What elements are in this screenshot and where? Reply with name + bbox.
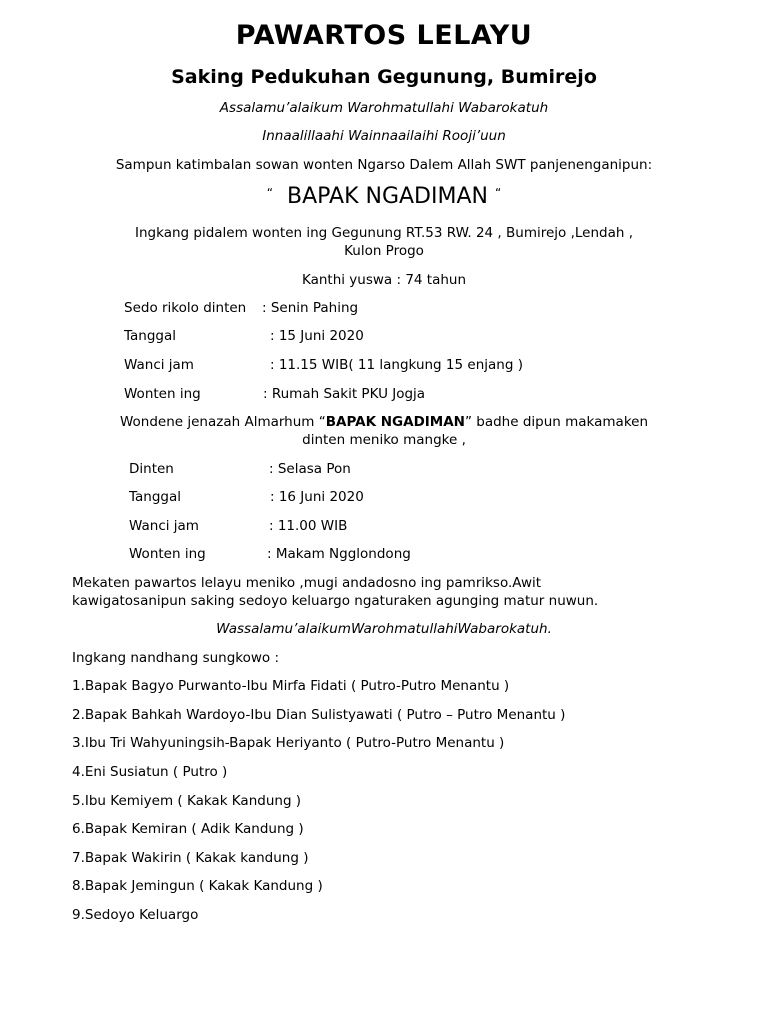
document-title: PAWARTOS LELAYU	[235, 20, 533, 51]
detail-value: : Senin Pahing	[262, 300, 359, 316]
detail-label: Tanggal	[129, 489, 182, 505]
list-item: 6.Bapak Kemiran ( Adik Kandung )	[72, 821, 304, 837]
istirja-line: Innaalillaahi Wainnaailaihi Rooji’uun	[262, 128, 506, 144]
detail-label: Tanggal	[124, 328, 177, 344]
burial-intro-line-1	[0, 414, 768, 430]
detail-value: : 11.15 WIB( 11 langkung 15 enjang )	[270, 357, 523, 373]
detail-label: Sedo rikolo dinten	[124, 300, 247, 316]
detail-value: : Selasa Pon	[269, 461, 351, 477]
list-item: 8.Bapak Jemingun ( Kakak Kandung )	[72, 878, 323, 894]
open-quote: “	[266, 186, 274, 200]
deceased-name-line	[0, 184, 768, 209]
burial-intro-name: BAPAK NGADIMAN	[325, 414, 465, 430]
intro-line: Sampun katimbalan sowan wonten Ngarso Dalem Allah SWT panjenenganipun:	[115, 157, 653, 173]
closing-line-1: Mekaten pawartos lelayu meniko ,mugi andadosno ing pamrikso.Awit	[72, 575, 542, 591]
detail-label: Wonten ing	[129, 546, 206, 562]
list-item: 1.Bapak Bagyo Purwanto-Ibu Mirfa Fidati ( Putro-Putro Menantu )	[72, 678, 510, 694]
detail-value: : Makam Ngglondong	[267, 546, 411, 562]
detail-label: Wanci jam	[129, 518, 199, 534]
list-item: 2.Bapak Bahkah Wardoyo-Ibu Dian Sulistyawati ( Putro – Putro Menantu )	[72, 707, 566, 723]
document-subtitle: Saking Pedukuhan Gegunung, Bumirejo	[171, 66, 597, 88]
detail-label: Wanci jam	[124, 357, 194, 373]
closing-paragraph	[72, 574, 692, 610]
burial-intro-post: ” badhe dipun makamaken	[464, 414, 649, 430]
list-item: 5.Ibu Kemiyem ( Kakak Kandung )	[72, 793, 302, 809]
closing-salam: Wassalamu’alaikumWarohmatullahiWabarokatuh.	[216, 621, 552, 637]
age-line: Kanthi yuswa : 74 tahun	[301, 272, 467, 288]
list-item: 7.Bapak Wakirin ( Kakak kandung )	[72, 850, 309, 866]
detail-value: : Rumah Sakit PKU Jogja	[263, 386, 426, 402]
detail-value: : 11.00 WIB	[269, 518, 348, 534]
detail-value: : 15 Juni 2020	[270, 328, 364, 344]
list-item: 4.Eni Susiatun ( Putro )	[72, 764, 228, 780]
opening-salam: Assalamu’alaikum Warohmatullahi Wabarokatuh	[219, 100, 549, 116]
deceased-name: BAPAK NGADIMAN	[287, 184, 488, 209]
detail-label: Wonten ing	[124, 386, 201, 402]
closing-line-2: kawigatosanipun saking sedoyo keluargo ngaturaken agunging matur nuwun.	[72, 593, 599, 609]
detail-value: : 16 Juni 2020	[270, 489, 364, 505]
close-quote: “	[494, 186, 502, 200]
list-item: 9.Sedoyo Keluargo	[72, 907, 199, 923]
address-line-1: Ingkang pidalem wonten ing Gegunung RT.53 RW. 24 , Bumirejo ,Lendah ,	[135, 225, 633, 241]
list-item: 3.Ibu Tri Wahyuningsih-Bapak Heriyanto ( Putro-Putro Menantu )	[72, 735, 505, 751]
burial-intro-pre: Wondene jenazah Almarhum “	[119, 414, 326, 430]
mourners-heading: Ingkang nandhang sungkowo :	[72, 650, 280, 666]
address-line-2: Kulon Progo	[344, 243, 424, 259]
burial-intro-line-2: dinten meniko mangke ,	[302, 432, 466, 448]
detail-label: Dinten	[129, 461, 174, 477]
